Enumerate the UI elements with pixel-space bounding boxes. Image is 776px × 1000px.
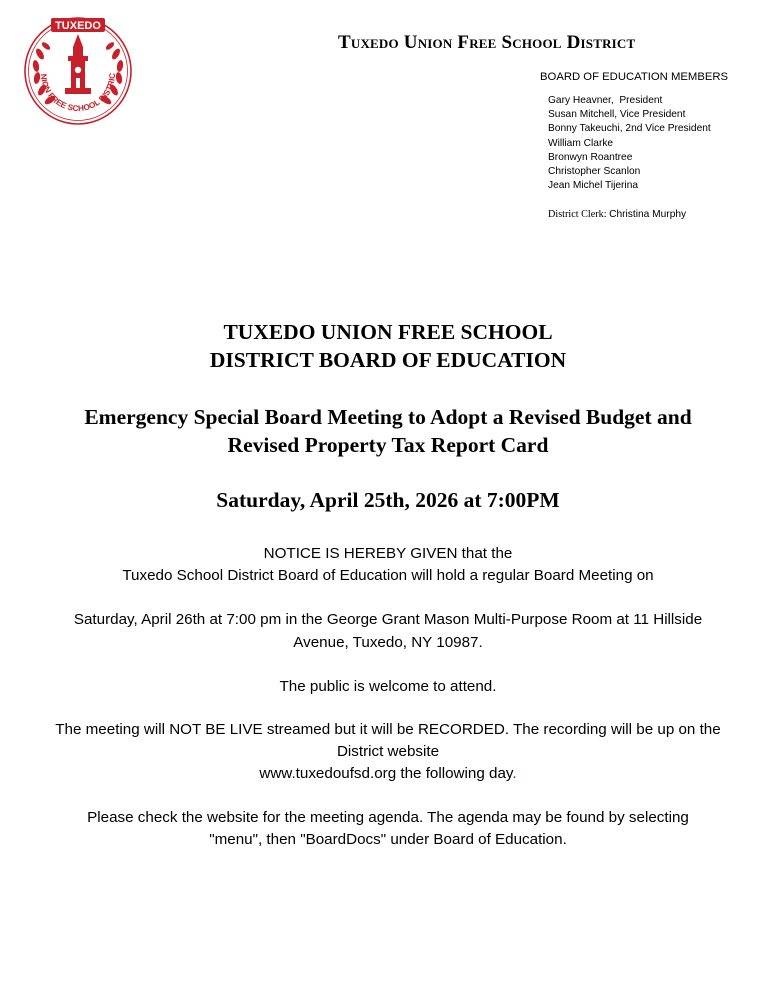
district-clerk	[548, 209, 686, 220]
recording-line-2: District website	[336, 743, 440, 760]
board-member-item: Bronwyn Roantree	[548, 151, 633, 163]
location-line-1: Saturday, April 26th at 7:00 pm in the George Grant Mason Multi-Purpose Room at 11 Hillside	[73, 611, 703, 628]
district-clerk-label: District Clerk:	[548, 209, 607, 220]
board-member-item: Christopher Scanlon	[548, 166, 641, 178]
board-member-item: Bonny Takeuchi, 2nd Vice President	[548, 123, 711, 135]
website-prefix: www.tu	[259, 765, 309, 782]
website-line	[0, 765, 776, 782]
district-name-heading: Tuxedo Union Free School District	[338, 32, 636, 53]
board-members-heading: BOARD OF EDUCATION MEMBERS	[540, 71, 729, 83]
website-suffix: xedoufsd.org the following day	[308, 765, 513, 782]
district-seal-logo	[22, 14, 134, 128]
meeting-subtitle-line-2: Revised Property Tax Report Card	[227, 433, 549, 457]
notice-line-1: NOTICE IS HEREBY GIVEN that the	[263, 545, 513, 562]
district-clerk-name: Christina Murphy	[609, 209, 687, 220]
location-line-2: Avenue, Tuxedo, NY 10987.	[293, 634, 483, 651]
board-member-item: Jean Michel Tijerina	[548, 180, 639, 192]
meeting-date: Saturday, April 25th, 2026 at 7:00PM	[216, 488, 560, 512]
agenda-line-1: Please check the website for the meeting agenda. The agenda may be found by selecting	[87, 809, 689, 826]
board-member-item: Gary Heavner, President	[548, 95, 663, 106]
website-line-end: .	[512, 765, 517, 782]
notice-line-2: Tuxedo School District Board of Education will hold a regular Board Meeting on	[122, 567, 654, 584]
board-member-item: Susan Mitchell, Vice President	[548, 109, 686, 121]
board-members-list	[548, 94, 711, 193]
seal-ring-text: NION FREE SCHOOL DISTRIC	[38, 72, 118, 114]
district-seal-graphic	[22, 14, 134, 128]
agenda-line-2: "menu", then "BoardDocs" under Board of Education.	[209, 831, 567, 848]
public-welcome-line: The public is welcome to attend.	[279, 678, 497, 695]
board-member-item: William Clarke	[548, 137, 614, 149]
seal-top-text: TUXEDO	[55, 20, 101, 32]
title-line-1: TUXEDO UNION FREE SCHOOL	[223, 320, 553, 344]
meeting-subtitle-line-1: Emergency Special Board Meeting to Adopt a Revised Budget and	[84, 405, 692, 429]
title-line-2: DISTRICT BOARD OF EDUCATION	[209, 348, 567, 372]
recording-line-1: The meeting will NOT BE LIVE streamed but it will be RECORDED. The recording will be up on the	[55, 721, 721, 738]
